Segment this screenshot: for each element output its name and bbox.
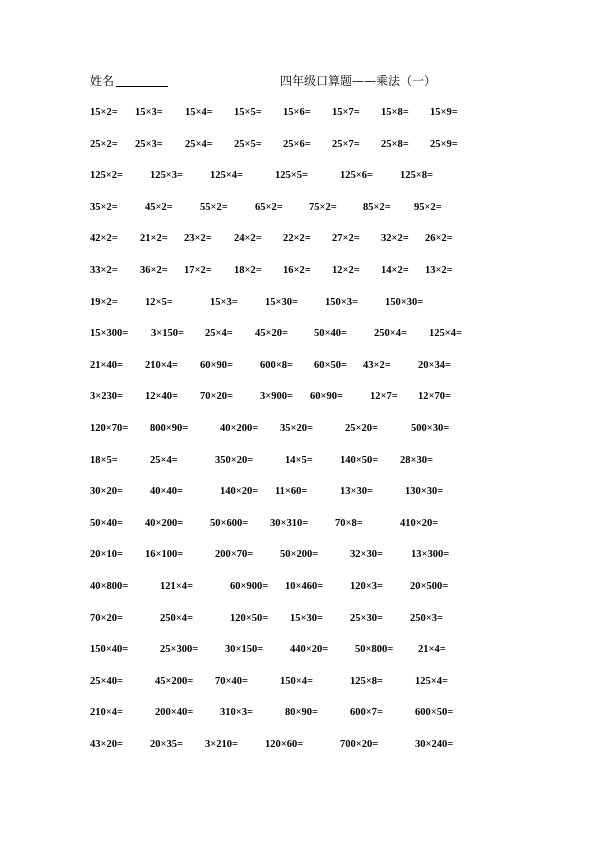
problem-row xyxy=(0,107,600,139)
problem-item: 55×2= xyxy=(200,201,228,213)
problem-item: 130×30= xyxy=(405,486,444,498)
problem-item: 25×20= xyxy=(345,422,378,434)
problem-row xyxy=(0,360,600,392)
problem-item: 800×90= xyxy=(150,422,189,434)
problem-item: 150×3= xyxy=(325,296,358,308)
problem-row xyxy=(0,265,600,297)
problem-item: 440×20= xyxy=(290,644,329,656)
problem-item: 43×2= xyxy=(363,359,391,371)
problem-item: 150×30= xyxy=(385,296,424,308)
problem-item: 17×2= xyxy=(184,264,212,276)
problem-item: 11×60= xyxy=(275,486,308,498)
problem-item: 16×2= xyxy=(283,264,311,276)
problem-item: 125×4= xyxy=(210,170,243,182)
problem-row xyxy=(0,581,600,613)
problem-item: 140×20= xyxy=(220,486,259,498)
problem-item: 26×2= xyxy=(425,233,453,245)
problem-item: 70×20= xyxy=(90,612,123,624)
problem-item: 70×20= xyxy=(200,391,233,403)
problem-item: 25×4= xyxy=(150,454,178,466)
problem-item: 15×300= xyxy=(90,328,129,340)
problem-item: 18×5= xyxy=(90,454,118,466)
problem-item: 95×2= xyxy=(414,201,442,213)
problem-item: 19×2= xyxy=(90,296,118,308)
problem-item: 140×50= xyxy=(340,454,379,466)
problem-row xyxy=(0,613,600,645)
problem-item: 40×200= xyxy=(220,422,259,434)
worksheet-header xyxy=(90,72,550,92)
problem-item: 30×310= xyxy=(270,517,309,529)
problem-item: 15×3= xyxy=(210,296,238,308)
problem-item: 600×8= xyxy=(260,359,293,371)
problem-item: 310×3= xyxy=(220,707,253,719)
problem-item: 150×4= xyxy=(280,675,313,687)
name-label: 姓名 xyxy=(90,74,115,88)
problem-item: 210×4= xyxy=(90,707,123,719)
problem-item: 700×20= xyxy=(340,738,379,750)
problem-item: 120×50= xyxy=(230,612,269,624)
problem-item: 15×30= xyxy=(290,612,323,624)
problem-item: 30×20= xyxy=(90,486,123,498)
problem-item: 28×30= xyxy=(400,454,433,466)
problem-item: 15×6= xyxy=(283,107,311,118)
problem-item: 250×4= xyxy=(160,612,193,624)
problem-item: 33×2= xyxy=(90,264,118,276)
problem-item: 10×460= xyxy=(285,580,324,592)
problem-item: 3×210= xyxy=(205,738,238,750)
problem-item: 15×4= xyxy=(185,107,213,118)
problem-item: 70×40= xyxy=(215,675,248,687)
problem-row xyxy=(0,486,600,518)
problem-item: 43×20= xyxy=(90,738,123,750)
problem-row xyxy=(0,518,600,550)
problem-item: 40×200= xyxy=(145,517,184,529)
problem-item: 50×800= xyxy=(355,644,394,656)
problem-item: 50×40= xyxy=(90,517,123,529)
problem-item: 125×4= xyxy=(429,328,462,340)
problem-item: 35×2= xyxy=(90,201,118,213)
problem-item: 45×20= xyxy=(255,328,288,340)
problem-item: 20×35= xyxy=(150,738,183,750)
problem-row xyxy=(0,549,600,581)
problem-item: 60×50= xyxy=(314,359,347,371)
problem-item: 125×8= xyxy=(400,170,433,182)
problem-item: 125×8= xyxy=(350,675,383,687)
problem-item: 20×34= xyxy=(418,359,451,371)
problem-item: 15×3= xyxy=(135,107,163,118)
problem-item: 13×30= xyxy=(340,486,373,498)
problem-row xyxy=(0,739,600,771)
problem-item: 120×70= xyxy=(90,422,129,434)
problem-item: 14×5= xyxy=(285,454,313,466)
problem-item: 25×30= xyxy=(350,612,383,624)
problem-item: 60×900= xyxy=(230,580,269,592)
problem-item: 150×40= xyxy=(90,644,129,656)
problem-item: 25×5= xyxy=(234,138,262,150)
problem-item: 350×20= xyxy=(215,454,254,466)
problem-item: 13×300= xyxy=(411,549,450,561)
problem-item: 16×100= xyxy=(145,549,184,561)
problem-row xyxy=(0,391,600,423)
problem-item: 125×6= xyxy=(340,170,373,182)
problem-item: 3×900= xyxy=(260,391,293,403)
problem-item: 200×40= xyxy=(155,707,194,719)
problem-row xyxy=(0,707,600,739)
problem-item: 3×230= xyxy=(90,391,123,403)
problem-row xyxy=(0,328,600,360)
problem-row xyxy=(0,233,600,265)
problem-item: 25×2= xyxy=(90,138,118,150)
name-blank-line xyxy=(116,86,168,87)
problem-item: 25×9= xyxy=(430,138,458,150)
problem-item: 125×3= xyxy=(150,170,183,182)
problem-item: 200×70= xyxy=(215,549,254,561)
problem-item: 600×50= xyxy=(415,707,454,719)
problem-item: 15×8= xyxy=(381,107,409,118)
problem-item: 32×30= xyxy=(350,549,383,561)
worksheet-title: 四年级口算题——乘法（一） xyxy=(280,74,437,88)
problem-row xyxy=(0,170,600,202)
problem-item: 20×10= xyxy=(90,549,123,561)
problem-item: 15×30= xyxy=(265,296,298,308)
problem-item: 25×7= xyxy=(332,138,360,150)
problem-item: 3×150= xyxy=(151,328,184,340)
problem-item: 60×90= xyxy=(200,359,233,371)
problem-item: 15×7= xyxy=(332,107,360,118)
problem-item: 12×2= xyxy=(332,264,360,276)
problem-item: 25×8= xyxy=(381,138,409,150)
problem-item: 27×2= xyxy=(332,233,360,245)
problem-item: 22×2= xyxy=(283,233,311,245)
problem-item: 12×5= xyxy=(145,296,173,308)
problem-item: 25×3= xyxy=(135,138,163,150)
problem-item: 80×90= xyxy=(285,707,318,719)
problem-item: 45×2= xyxy=(145,201,173,213)
problem-item: 30×240= xyxy=(415,738,454,750)
problem-row xyxy=(0,455,600,487)
problem-row xyxy=(0,423,600,455)
problem-item: 121×4= xyxy=(160,580,193,592)
problem-item: 30×150= xyxy=(225,644,264,656)
problem-item: 40×800= xyxy=(90,580,129,592)
problem-item: 36×2= xyxy=(140,264,168,276)
problem-item: 85×2= xyxy=(363,201,391,213)
problem-item: 125×2= xyxy=(90,170,123,182)
problem-item: 15×9= xyxy=(430,107,458,118)
problem-item: 75×2= xyxy=(309,201,337,213)
problem-item: 60×90= xyxy=(310,391,343,403)
problem-item: 50×40= xyxy=(314,328,347,340)
problem-item: 250×4= xyxy=(374,328,407,340)
problem-item: 15×2= xyxy=(90,107,118,118)
problem-item: 24×2= xyxy=(234,233,262,245)
problem-item: 12×7= xyxy=(370,391,398,403)
problem-item: 125×5= xyxy=(275,170,308,182)
problem-item: 14×2= xyxy=(381,264,409,276)
problem-item: 21×40= xyxy=(90,359,123,371)
problem-item: 20×500= xyxy=(410,580,449,592)
problem-item: 410×20= xyxy=(400,517,439,529)
problem-item: 500×30= xyxy=(411,422,450,434)
problem-grid xyxy=(0,107,600,770)
problem-item: 12×40= xyxy=(145,391,178,403)
problem-item: 42×2= xyxy=(90,233,118,245)
problem-item: 25×4= xyxy=(185,138,213,150)
problem-row xyxy=(0,139,600,171)
problem-item: 120×3= xyxy=(350,580,383,592)
problem-item: 40×40= xyxy=(150,486,183,498)
problem-row xyxy=(0,202,600,234)
problem-item: 50×200= xyxy=(280,549,319,561)
problem-item: 15×5= xyxy=(234,107,262,118)
problem-item: 65×2= xyxy=(255,201,283,213)
problem-item: 45×200= xyxy=(155,675,194,687)
problem-item: 25×6= xyxy=(283,138,311,150)
problem-item: 35×20= xyxy=(280,422,313,434)
problem-item: 13×2= xyxy=(425,264,453,276)
problem-item: 23×2= xyxy=(184,233,212,245)
problem-item: 12×70= xyxy=(418,391,451,403)
problem-item: 21×2= xyxy=(140,233,168,245)
problem-item: 21×4= xyxy=(418,644,446,656)
problem-row xyxy=(0,297,600,329)
problem-item: 50×600= xyxy=(210,517,249,529)
problem-item: 32×2= xyxy=(381,233,409,245)
problem-item: 210×4= xyxy=(145,359,178,371)
problem-row xyxy=(0,676,600,708)
problem-item: 25×300= xyxy=(160,644,199,656)
problem-item: 25×40= xyxy=(90,675,123,687)
problem-item: 125×4= xyxy=(415,675,448,687)
problem-item: 600×7= xyxy=(350,707,383,719)
problem-item: 70×8= xyxy=(335,517,363,529)
problem-item: 120×60= xyxy=(265,738,304,750)
problem-row xyxy=(0,644,600,676)
problem-item: 18×2= xyxy=(234,264,262,276)
problem-item: 25×4= xyxy=(205,328,233,340)
problem-item: 250×3= xyxy=(410,612,443,624)
